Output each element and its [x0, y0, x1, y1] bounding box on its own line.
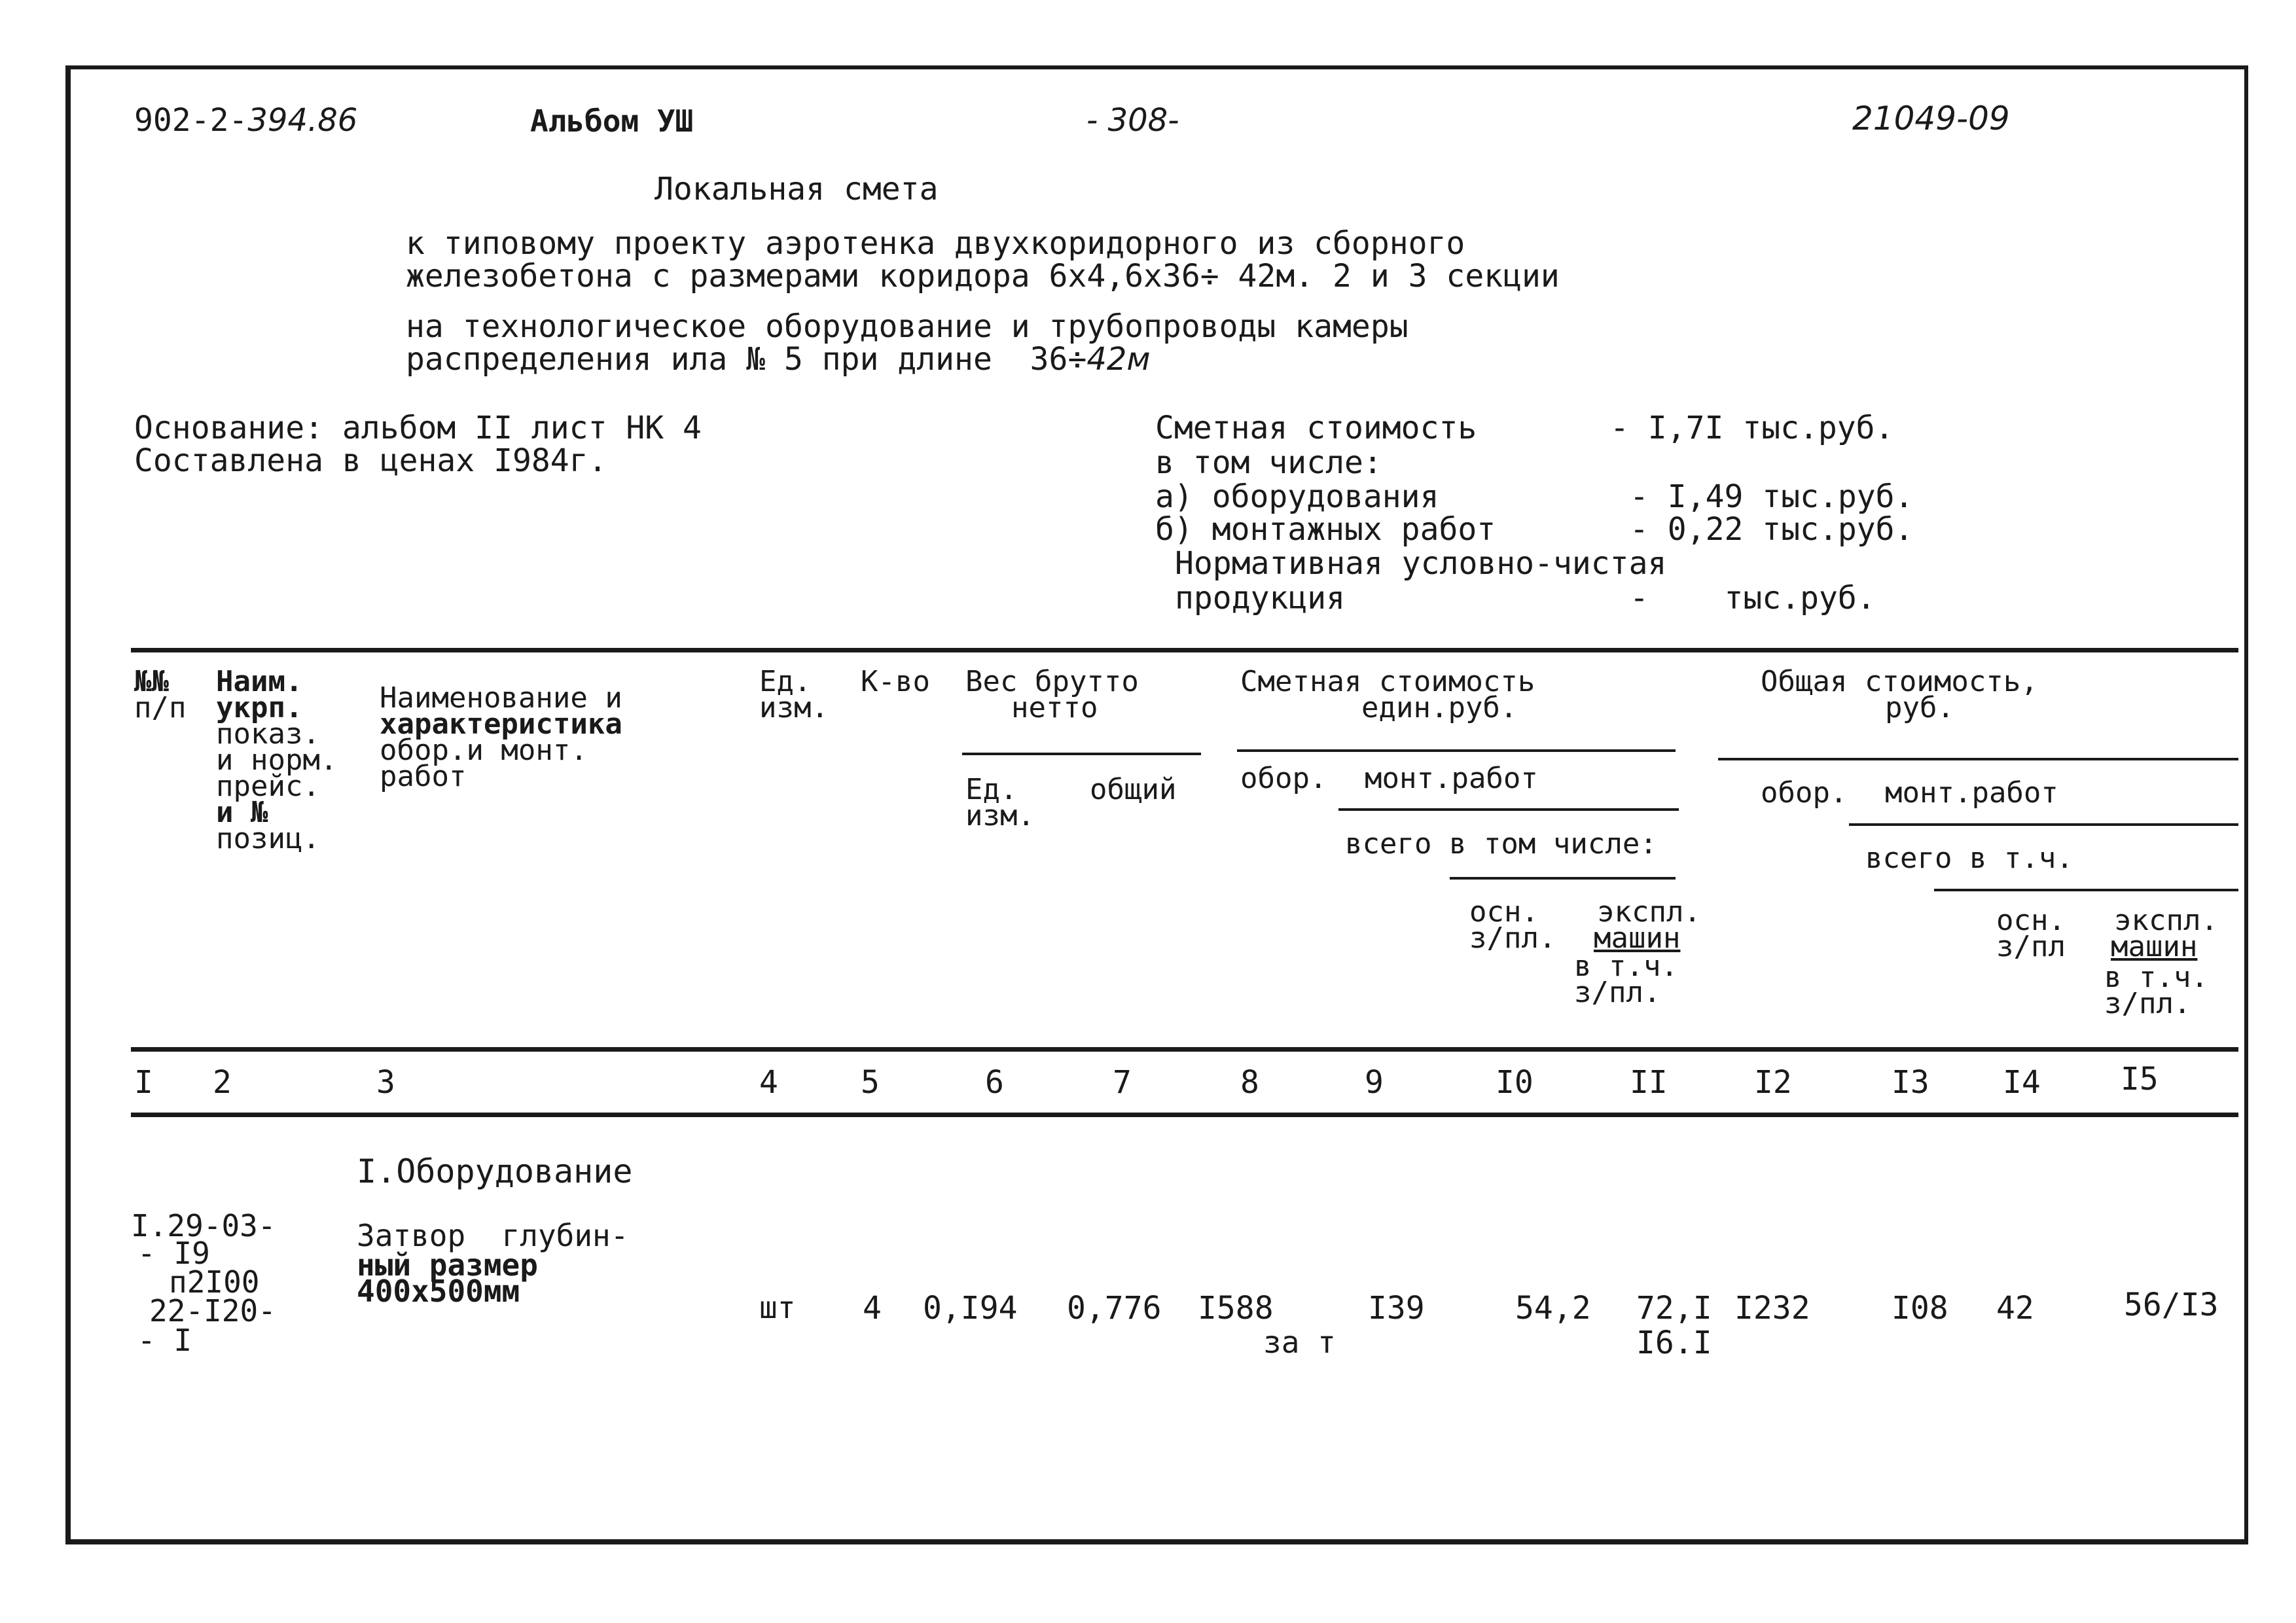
header-total-wage-line1: осн.: [1996, 904, 2066, 937]
row-qty: 4: [863, 1290, 882, 1327]
header-unit-cost-line2: един.руб.: [1361, 691, 1518, 724]
header-unit-machines-wage-line1: в т.ч.: [1574, 950, 1678, 983]
header-unit-cost-line1: Сметная стоимость: [1240, 665, 1535, 698]
row-unit-machines-wage: I6.I: [1636, 1325, 1712, 1361]
title-line-1: к типовому проекту аэротенка двухкоридорного из сборного: [406, 225, 1465, 262]
row-name-line2: ный размер: [357, 1247, 538, 1283]
row-unit: шт: [759, 1290, 796, 1325]
section-title: I.Оборудование: [357, 1152, 633, 1190]
normative-label-2: продукция: [1175, 580, 1346, 616]
header-col1-line1: №№: [134, 665, 169, 698]
row-code-line3: п2I00: [169, 1264, 260, 1300]
row-code-line5: - I: [137, 1323, 192, 1358]
col-num-15: I5: [2121, 1061, 2159, 1097]
col-num-12: I2: [1754, 1064, 1792, 1101]
row-unit-equip: I588: [1198, 1290, 1274, 1327]
document-number: 21049-09: [1852, 99, 2010, 137]
header-total-install: монт.работ: [1885, 776, 2058, 810]
col-num-5: 5: [861, 1064, 880, 1101]
row-total-machines: 56/I3: [2124, 1287, 2219, 1323]
header-weight-total: общий: [1090, 773, 1177, 806]
header-col2-line3: показ.: [216, 717, 320, 751]
row-unit-equip-note: за т: [1263, 1325, 1336, 1360]
header-col2-line6: и №: [216, 796, 268, 829]
header-col2-line5: прейс.: [216, 770, 320, 803]
page-number: - 308-: [1086, 102, 1179, 139]
header-total-machines-line1: экспл.: [2114, 904, 2218, 937]
basis-line-2: Составлена в ценах I984г.: [134, 442, 607, 479]
length-handwritten: 42м: [1086, 341, 1151, 378]
col-num-4: 4: [759, 1064, 778, 1101]
header-col2-line2: укрп.: [216, 691, 303, 724]
total-cost-rule: [1718, 758, 2238, 760]
title-line-3: на технологическое оборудование и трубопроводы камеры: [406, 308, 1408, 345]
column-numbers-bottom-rule: [131, 1113, 2238, 1117]
column-numbers-top-rule: [131, 1047, 2238, 1052]
col-num-11: II: [1630, 1064, 1668, 1101]
row-total-equip: I232: [1734, 1290, 1810, 1327]
header-total-equip: обор.: [1761, 776, 1848, 810]
equipment-cost-label: а) оборудования: [1155, 478, 1439, 515]
header-col3-line4: работ: [380, 760, 467, 793]
album-label: Альбом УШ: [530, 103, 694, 139]
row-weight-total: 0,776: [1067, 1290, 1162, 1327]
row-total-wage: 42: [1996, 1290, 2034, 1327]
header-unit-wage-line2: з/пл.: [1469, 921, 1556, 955]
project-code-handwritten: 394.86: [247, 102, 358, 139]
normative-value: - тыс.руб.: [1630, 580, 1876, 616]
install-cost-value: - 0,22 тыс.руб.: [1630, 511, 1914, 548]
header-col1-line2: п/п: [134, 691, 187, 724]
header-total-machines-line2: машин: [2111, 930, 2198, 963]
header-weight-unit-line2: изм.: [965, 799, 1035, 832]
title-line-2: железобетона с размерами коридора 6х4,6х36÷ 42м. 2 и 3 секции: [406, 258, 1560, 294]
col-num-1: I: [134, 1064, 153, 1101]
document-heading: Локальная смета: [655, 171, 939, 207]
table-top-rule: [131, 648, 2238, 652]
row-total-install: I08: [1892, 1290, 1948, 1327]
col-num-14: I4: [2003, 1064, 2041, 1101]
header-col3-line1: Наименование и: [380, 681, 622, 715]
header-unit-install: монт.работ: [1365, 762, 1538, 795]
col-num-13: I3: [1892, 1064, 1929, 1101]
total-install-rule: [1849, 823, 2238, 826]
header-unit-wage-line1: осн.: [1469, 895, 1539, 929]
install-cost-label: б) монтажных работ: [1155, 511, 1496, 548]
header-col3-line3: обор.и монт.: [380, 734, 588, 767]
header-col4-line1: Ед.: [759, 665, 812, 698]
row-weight-unit: 0,I94: [923, 1290, 1018, 1327]
row-unit-install-total: I39: [1368, 1290, 1425, 1327]
header-col5: К-во: [861, 665, 930, 698]
including-label: в том числе:: [1155, 444, 1382, 481]
header-unit-machines-line1: экспл.: [1597, 895, 1701, 929]
header-unit-machines-wage-line2: з/пл.: [1574, 976, 1661, 1009]
total-subtotal-rule: [1934, 889, 2238, 891]
row-name-line3: 400х500мм: [357, 1274, 520, 1309]
header-weight-line2: нетто: [1011, 691, 1098, 724]
weight-rule: [962, 753, 1201, 755]
header-weight-line1: Вес брутто: [965, 665, 1139, 698]
header-weight-unit-line1: Ед.: [965, 773, 1018, 806]
header-total-cost-line1: Общая стоимость,: [1761, 665, 2038, 698]
header-col2-line4: и норм.: [216, 743, 338, 777]
header-total-total: всего в т.ч.: [1865, 842, 2073, 875]
row-unit-wage: 54,2: [1515, 1290, 1591, 1327]
col-num-10: I0: [1496, 1064, 1534, 1101]
unit-subtotal-rule: [1450, 877, 1676, 880]
col-num-3: 3: [376, 1064, 395, 1101]
header-col3-line2: характеристика: [380, 707, 622, 741]
header-total-wage-line2: з/пл: [1996, 930, 2066, 963]
header-col4-line2: изм.: [759, 691, 829, 724]
header-total-machines-wage-line1: в т.ч.: [2104, 961, 2208, 994]
col-num-6: 6: [985, 1064, 1004, 1101]
header-col2-line7: позиц.: [216, 822, 320, 855]
col-num-8: 8: [1240, 1064, 1259, 1101]
header-total-machines-wage-line2: з/пл.: [2104, 987, 2191, 1020]
row-code-line1: I.29-03-: [131, 1208, 276, 1243]
row-code-line2: - I9: [137, 1236, 210, 1271]
row-code-line4: 22-I20-: [149, 1293, 276, 1329]
row-name-line1: Затвор глубин-: [357, 1218, 629, 1253]
estimated-cost-value: - I,7I тыс.руб.: [1610, 410, 1894, 446]
estimated-cost-label: Сметная стоимость: [1155, 410, 1477, 446]
title-line-4: распределения ила № 5 при длине 36÷42м: [406, 341, 1151, 378]
basis-line-1: Основание: альбом II лист НК 4: [134, 410, 702, 446]
col-num-2: 2: [213, 1064, 232, 1101]
header-unit-total: всего в том числе:: [1345, 827, 1657, 861]
header-unit-equip: обор.: [1240, 762, 1327, 795]
unit-cost-rule: [1237, 749, 1676, 752]
project-code: 902-2-394.86: [134, 102, 358, 139]
col-num-9: 9: [1365, 1064, 1384, 1101]
header-unit-machines-line2: машин: [1594, 921, 1681, 955]
col-num-7: 7: [1113, 1064, 1132, 1101]
unit-install-rule: [1338, 808, 1679, 811]
header-col2-line1: Наим.: [216, 665, 303, 698]
normative-label-1: Нормативная условно-чистая: [1175, 545, 1667, 582]
row-unit-machines: 72,I: [1636, 1290, 1712, 1327]
header-total-cost-line2: руб.: [1885, 691, 1954, 724]
equipment-cost-value: - I,49 тыс.руб.: [1630, 478, 1914, 515]
